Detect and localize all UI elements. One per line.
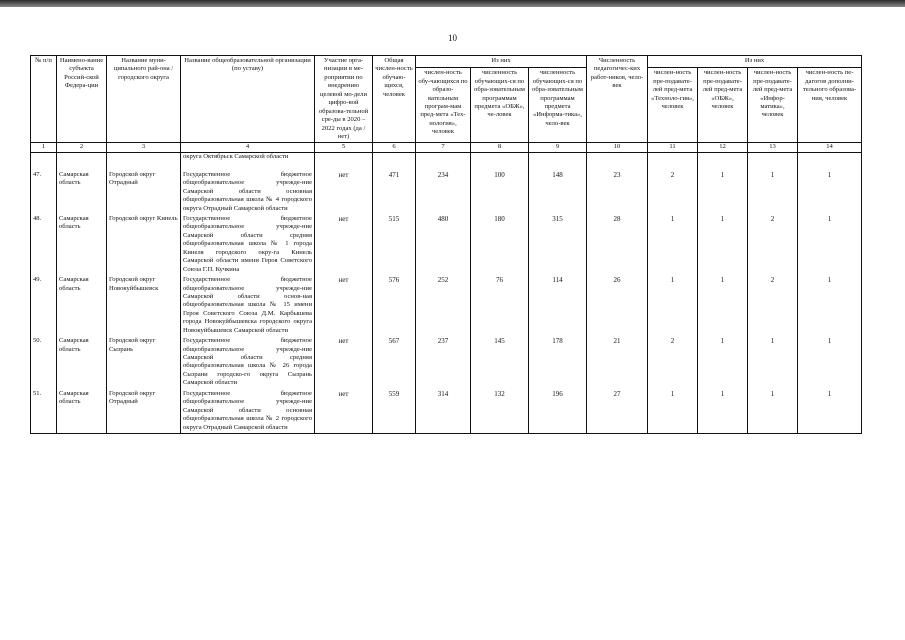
row-organization: Государственное бюджетное общеобразовательное учрежде-ние Самарской области основная общеобразовательная школа № 2 городского округа Отрадный Самарской области [181, 389, 315, 434]
column-number: 13 [748, 143, 798, 153]
row-students-obzh: 180 [471, 214, 529, 275]
row-municipality: Городской округ Сызрань [107, 336, 181, 389]
row-teachers-additional: 1 [798, 170, 862, 214]
row-students-tech: 237 [416, 336, 471, 389]
row-organization: Государственное бюджетное общеобразовательное учрежде-ние Самарской области основная общеобразовательная школа № 4 городского округа Отрадный Самарской области [181, 170, 315, 214]
header-teachers-tech: числен-ность пре-подавате-лей пред-мета «Техноло-гия», человек [648, 68, 698, 143]
row-organization: Государственное бюджетное общеобразовательное учрежде-ние Самарской области основ-ная общеобразовательная школа № 15 имени Героя Советского Союза Д.М. Карбышева города Новокуйбышевска городского округа Новокуйбышевск Самарской области [181, 275, 315, 336]
row-students-inf: 148 [529, 170, 587, 214]
column-number: 7 [416, 143, 471, 153]
row-subject: Самарская область [57, 389, 107, 434]
row-number: 48. [31, 214, 57, 275]
row-teachers-additional: 1 [798, 275, 862, 336]
row-students-inf: 114 [529, 275, 587, 336]
row-teachers: 26 [587, 275, 648, 336]
row-teachers-inf: 1 [748, 389, 798, 434]
header-municipality: Название муни-ципального рай-она / городского округа [107, 56, 181, 143]
row-students-inf: 315 [529, 214, 587, 275]
row-students-obzh: 132 [471, 389, 529, 434]
row-teachers-obzh: 1 [698, 275, 748, 336]
row-organization: Государственное бюджетное общеобразовательное учрежде-ние Самарской области средняя общеобразовательная школа № 1 города Кинеля городского окру-га Кинель Самарской области имени Героя Советского Союза Г.П. Кучкина [181, 214, 315, 275]
schools-table [30, 55, 862, 434]
table-row [31, 389, 862, 434]
row-teachers-additional: 1 [798, 214, 862, 275]
header-subject: Наимено-вание субъекта Россий-ской Федера-ции [57, 56, 107, 143]
row-total: 567 [373, 336, 416, 389]
table-row [31, 170, 862, 214]
header-students-obzh: численность обучающих-ся по обра-зовательным программам предмета «ОБЖ», че-ловек [471, 68, 529, 143]
row-students-tech: 480 [416, 214, 471, 275]
header-teachers-of-them: Из них [648, 56, 862, 68]
row-teachers-obzh: 1 [698, 389, 748, 434]
row-teachers: 23 [587, 170, 648, 214]
page-number: 10 [448, 33, 457, 43]
row-subject: Самарская область [57, 170, 107, 214]
row-participation: нет [315, 336, 373, 389]
header-teachers-additional: числен-ность пе-дагогов дополни-тельного образова-ния, человек [798, 68, 862, 143]
row-number: 47. [31, 170, 57, 214]
row-teachers-obzh: 1 [698, 336, 748, 389]
header-n: № п/п [31, 56, 57, 143]
row-total: 559 [373, 389, 416, 434]
column-number: 6 [373, 143, 416, 153]
row-municipality: Городской округ Отрадный [107, 389, 181, 434]
row-teachers-inf: 1 [748, 170, 798, 214]
row-municipality: Городской округ Отрадный [107, 170, 181, 214]
header-total-students: Общая числен-ность обучаю-щихся, человек [373, 56, 416, 143]
row-students-tech: 252 [416, 275, 471, 336]
header-teachers-obzh: числен-ность пре-подавате-лей пред-мета «ОБЖ», человек [698, 68, 748, 143]
column-number: 9 [529, 143, 587, 153]
row-teachers-additional: 1 [798, 336, 862, 389]
header-students-tech: числен-ность обу-чающихся по образо-вательным програм-мам пред-мета «Тех-нология», человек [416, 68, 471, 143]
row-organization: Государственное бюджетное общеобразовательное учрежде-ние Самарской области средняя общеобразовательная школа № 26 города Сызрани городско-го округа Сызрань Самарской области [181, 336, 315, 389]
row-teachers: 21 [587, 336, 648, 389]
column-number: 5 [315, 143, 373, 153]
header-students-inf: численность обучающих-ся по обра-зовательным программам предмета «Информа-тика», чело-век [529, 68, 587, 143]
column-number: 8 [471, 143, 529, 153]
row-participation: нет [315, 214, 373, 275]
row-number: 50. [31, 336, 57, 389]
column-numbers-row [31, 143, 862, 153]
row-students-obzh: 145 [471, 336, 529, 389]
row-students-obzh: 76 [471, 275, 529, 336]
header-row-1 [31, 56, 862, 68]
row-total: 471 [373, 170, 416, 214]
header-participation: Участие орга-низации в ме-роприятии по внедрению целевой мо-дели цифро-вой образова-тельной сре-ды в 2020 – 2022 годах (да / нет) [315, 56, 373, 143]
header-teachers-total: Численность педагогичес-ких работ-ников, чело-век [587, 56, 648, 143]
row-students-obzh: 100 [471, 170, 529, 214]
header-organization: Название общеобразовательной организации (по уставу) [181, 56, 315, 143]
row-subject: Самарская область [57, 275, 107, 336]
row-teachers-tech: 1 [648, 214, 698, 275]
continuation-text: округа Октябрьск Самарской области [181, 153, 315, 170]
column-number: 4 [181, 143, 315, 153]
table-row [31, 336, 862, 389]
row-number: 51. [31, 389, 57, 434]
row-teachers-tech: 2 [648, 170, 698, 214]
scan-top-edge [0, 0, 905, 7]
row-teachers-obzh: 1 [698, 170, 748, 214]
column-number: 11 [648, 143, 698, 153]
row-participation: нет [315, 389, 373, 434]
column-number: 10 [587, 143, 648, 153]
row-number: 49. [31, 275, 57, 336]
row-participation: нет [315, 275, 373, 336]
row-teachers-obzh: 1 [698, 214, 748, 275]
row-teachers-additional: 1 [798, 389, 862, 434]
column-number: 3 [107, 143, 181, 153]
row-total: 515 [373, 214, 416, 275]
column-number: 14 [798, 143, 862, 153]
row-total: 576 [373, 275, 416, 336]
header-students-of-them: Из них [416, 56, 587, 68]
continuation-row [31, 153, 862, 170]
column-number: 12 [698, 143, 748, 153]
row-teachers: 27 [587, 389, 648, 434]
row-teachers-inf: 2 [748, 275, 798, 336]
row-subject: Самарская область [57, 214, 107, 275]
column-number: 2 [57, 143, 107, 153]
row-teachers: 28 [587, 214, 648, 275]
row-students-tech: 234 [416, 170, 471, 214]
row-subject: Самарская область [57, 336, 107, 389]
row-teachers-inf: 1 [748, 336, 798, 389]
header-teachers-inf: числен-ность пре-подавате-лей пред-мета «Инфор-матика», человек [748, 68, 798, 143]
row-participation: нет [315, 170, 373, 214]
row-municipality: Городской округ Кинель [107, 214, 181, 275]
row-teachers-tech: 2 [648, 336, 698, 389]
row-students-inf: 196 [529, 389, 587, 434]
row-teachers-tech: 1 [648, 389, 698, 434]
row-students-inf: 178 [529, 336, 587, 389]
row-teachers-inf: 2 [748, 214, 798, 275]
row-municipality: Городской округ Новокуйбышевск [107, 275, 181, 336]
row-students-tech: 314 [416, 389, 471, 434]
column-number: 1 [31, 143, 57, 153]
table-row [31, 275, 862, 336]
row-teachers-tech: 1 [648, 275, 698, 336]
table-row [31, 214, 862, 275]
